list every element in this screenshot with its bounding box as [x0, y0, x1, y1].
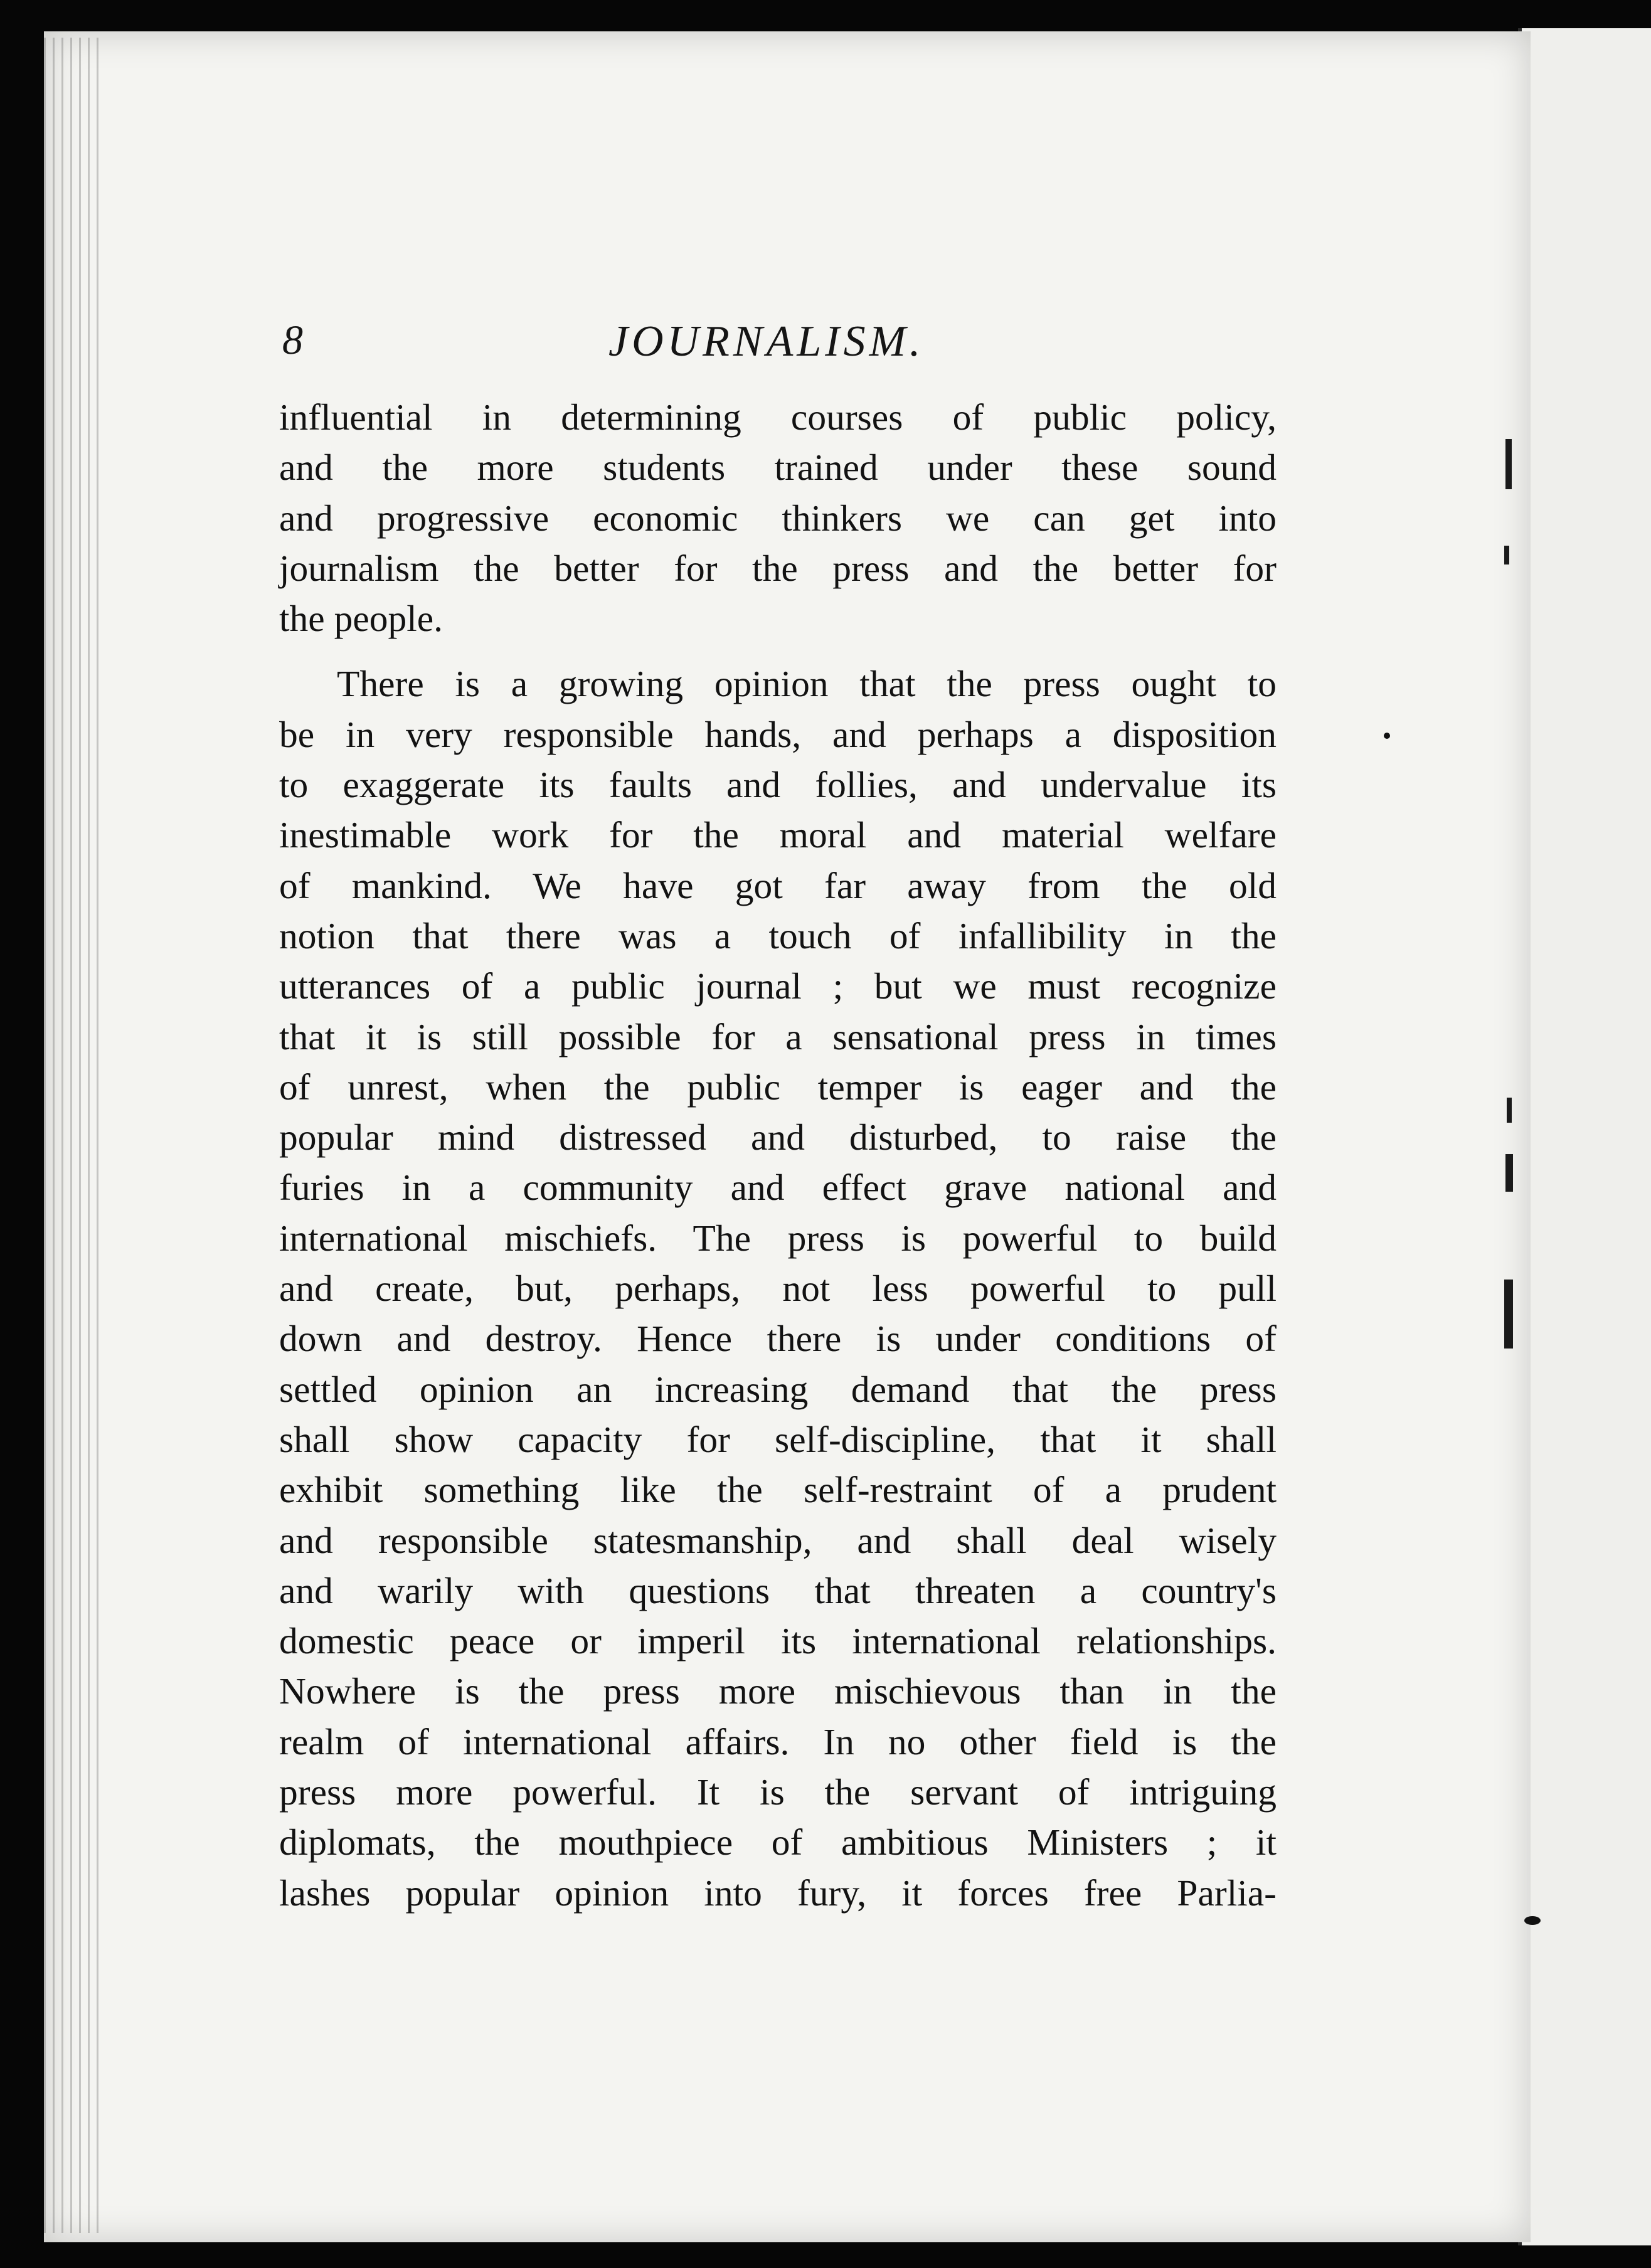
text-line: to exaggerate its faults and follies, and undervalue its	[279, 764, 1277, 806]
text-line: international mischiefs. The press is powerful to build	[279, 1217, 1277, 1259]
text-line: of mankind. We have got far away from the old	[279, 864, 1277, 906]
body-text	[279, 392, 1277, 1918]
text-line: lashes popular opinion into fury, it forces free Parlia-	[279, 1872, 1277, 1914]
text-line: exhibit something like the self-restraint of a prudent	[279, 1469, 1277, 1511]
text-line: and warily with questions that threaten a country's	[279, 1569, 1277, 1611]
page-stack-edge	[44, 38, 104, 2233]
text-line: popular mind distressed and disturbed, to raise the	[279, 1116, 1277, 1158]
scan-mark	[1507, 1098, 1512, 1123]
text-line: journalism the better for the press and the better for	[279, 547, 1277, 589]
text-line: realm of international affairs. In no other field is the	[279, 1720, 1277, 1762]
scan-speck	[1524, 1916, 1541, 1925]
text-line: press more powerful. It is the servant of intriguing	[279, 1771, 1277, 1813]
paragraph-2	[279, 659, 1277, 1917]
text-line: and create, but, perhaps, not less powerful to pull	[279, 1268, 1277, 1310]
text-line: and the more students trained under these sound	[279, 447, 1277, 489]
adjacent-page-edge	[1518, 28, 1651, 2245]
scan-mark	[1504, 1280, 1513, 1349]
text-line: utterances of a public journal ; but we must recognize	[279, 965, 1277, 1007]
paragraph-1	[279, 392, 1277, 644]
scan-mark	[1505, 1154, 1513, 1192]
page-header	[276, 317, 1280, 386]
text-line: influential in determining courses of public policy,	[279, 396, 1277, 438]
text-line: furies in a community and effect grave national and	[279, 1167, 1277, 1209]
scan-speck	[1384, 733, 1390, 739]
page-number: 8	[282, 317, 303, 363]
text-line: and responsible statesmanship, and shall deal wisely	[279, 1519, 1277, 1561]
text-line: be in very responsible hands, and perhaps a disposition	[279, 713, 1277, 755]
text-line: domestic peace or imperil its international relationships.	[279, 1620, 1277, 1662]
text-line: notion that there was a touch of infallibility in the	[279, 914, 1277, 956]
text-line: down and destroy. Hence there is under conditions of	[279, 1318, 1277, 1360]
text-line: the people.	[279, 598, 443, 640]
scan-mark	[1505, 439, 1512, 489]
scan-mark	[1504, 546, 1509, 564]
running-title: JOURNALISM.	[608, 317, 925, 366]
text-line: settled opinion an increasing demand that the press	[279, 1368, 1277, 1410]
text-line: of unrest, when the public temper is eager and the	[279, 1066, 1277, 1108]
text-line: Nowhere is the press more mischievous than in the	[279, 1670, 1277, 1712]
text-line: There is a growing opinion that the press ought to	[337, 663, 1277, 705]
text-line: shall show capacity for self-discipline, that it shall	[279, 1418, 1277, 1460]
text-line: and progressive economic thinkers we can get into	[279, 497, 1277, 539]
text-line: inestimable work for the moral and material welfare	[279, 814, 1277, 856]
text-line: diplomats, the mouthpiece of ambitious Ministers ; it	[279, 1821, 1277, 1863]
text-line: that it is still possible for a sensational press in times	[279, 1015, 1277, 1057]
